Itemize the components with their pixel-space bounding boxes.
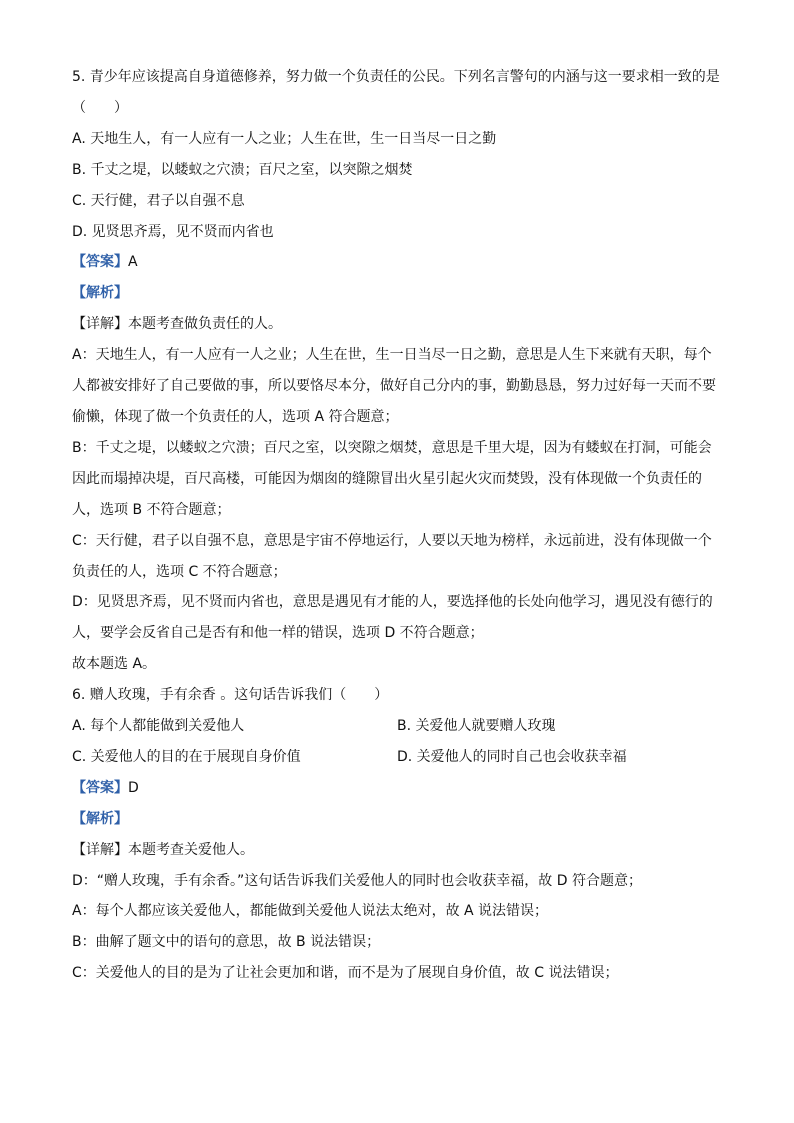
- question-6-options-row-2: [72, 742, 722, 773]
- question-6: [72, 680, 722, 989]
- question-5-option-b: B. 千丈之堤，以蝼蚁之穴溃；百尺之室，以突隙之烟焚: [72, 161, 413, 178]
- question-6-option-d: D. 关爱他人的同时自己也会收获幸福: [397, 748, 627, 765]
- analysis-tag: 【解析】: [72, 285, 128, 302]
- question-5-analysis-heading: [72, 278, 722, 309]
- explanation-line: A：天地生人，有一人应有一人之业；人生在世，生一日当尽一日之勤，意思是人生下来就有天职，每个: [72, 347, 712, 364]
- answer-tag: 【答案】: [72, 779, 128, 796]
- detail-tag: 【详解】: [72, 841, 128, 858]
- detail-intro: 本题考查关爱他人。: [128, 841, 254, 858]
- question-5-detail: [72, 309, 722, 340]
- analysis-tag: 【解析】: [72, 810, 128, 827]
- explanation-line: 人都被安排好了自己要做的事，所以要恪尽本分，做好自己分内的事，勤勤恳恳，努力过好每一天而不要: [72, 378, 716, 395]
- explanation-line: C：天行健，君子以自强不息，意思是宇宙不停地运行，人要以天地为榜样，永远前进，没有体现做一个: [72, 532, 712, 549]
- explanation-line: 人，要学会反省自己是否有和他一样的错误，选项 D 不符合题意；: [72, 625, 484, 642]
- question-5-answer: [72, 247, 722, 278]
- answer-value: A: [128, 254, 138, 271]
- question-5-option-d: D. 见贤思齐焉，见不贤而内省也: [72, 223, 274, 240]
- question-6-detail: [72, 835, 722, 866]
- detail-tag: 【详解】: [72, 316, 128, 333]
- question-5-option-a: A. 天地生人，有一人应有一人之业；人生在世，生一日当尽一日之勤: [72, 130, 497, 147]
- explanation-line: C：关爱他人的目的是为了让社会更加和谐，而不是为了展现自身价值，故 C 说法错误；: [72, 965, 619, 982]
- explanation-line: D：“赠人玫瑰，手有余香。”这句话告诉我们关爱他人的同时也会收获幸福，故 D 符合题意；: [72, 872, 642, 889]
- question-6-option-c: C. 关爱他人的目的在于展现自身价值: [72, 748, 301, 765]
- question-6-option-a: A. 每个人都能做到关爱他人: [72, 718, 245, 735]
- question-5-blank: （ ）: [72, 99, 128, 116]
- explanation-line: 负责任的人，选项 C 不符合题意；: [72, 563, 287, 580]
- explanation-line: B：曲解了题文中的语句的意思，故 B 说法错误；: [72, 934, 381, 951]
- explanation-line: A：每个人都应该关爱他人，都能做到关爱他人说法太绝对，故 A 说法错误；: [72, 903, 549, 920]
- question-6-stem: 6. 赠人玫瑰，手有余香 。这句话告诉我们（ ）: [72, 687, 389, 704]
- explanation-line: B：千丈之堤，以蝼蚁之穴溃；百尺之室，以突隙之烟焚，意思是千里大堤，因为有蝼蚁在打洞，可能会: [72, 439, 712, 456]
- question-6-answer: [72, 773, 722, 804]
- question-5: [72, 62, 722, 680]
- explanation-line: 因此而塌掉决堤，百尺高楼，可能因为烟囱的缝隙冒出火星引起火灾而焚毁，没有体现做一个负责任的: [72, 470, 702, 487]
- explanation-line: D：见贤思齐焉，见不贤而内省也，意思是遇见有才能的人，要选择他的长处向他学习，遇见没有德行的: [72, 594, 713, 611]
- answer-tag: 【答案】: [72, 254, 128, 271]
- answer-value: D: [128, 779, 139, 796]
- document-body: [72, 62, 722, 989]
- question-6-option-b: B. 关爱他人就要赠人玫瑰: [397, 718, 556, 735]
- question-6-options-row-1: [72, 711, 722, 742]
- question-5-stem: 5. 青少年应该提高自身道德修养，努力做一个负责任的公民。下列名言警句的内涵与这一要求相一致的是: [72, 69, 720, 85]
- question-6-analysis-heading: [72, 804, 722, 835]
- conclusion-line: 故本题选 A。: [72, 656, 157, 673]
- explanation-line: 偷懒，体现了做一个负责任的人，选项 A 符合题意；: [72, 408, 399, 425]
- detail-intro: 本题考查做负责任的人。: [128, 316, 282, 333]
- question-5-option-c: C. 天行健，君子以自强不息: [72, 192, 245, 209]
- explanation-line: 人，选项 B 不符合题意；: [72, 501, 231, 518]
